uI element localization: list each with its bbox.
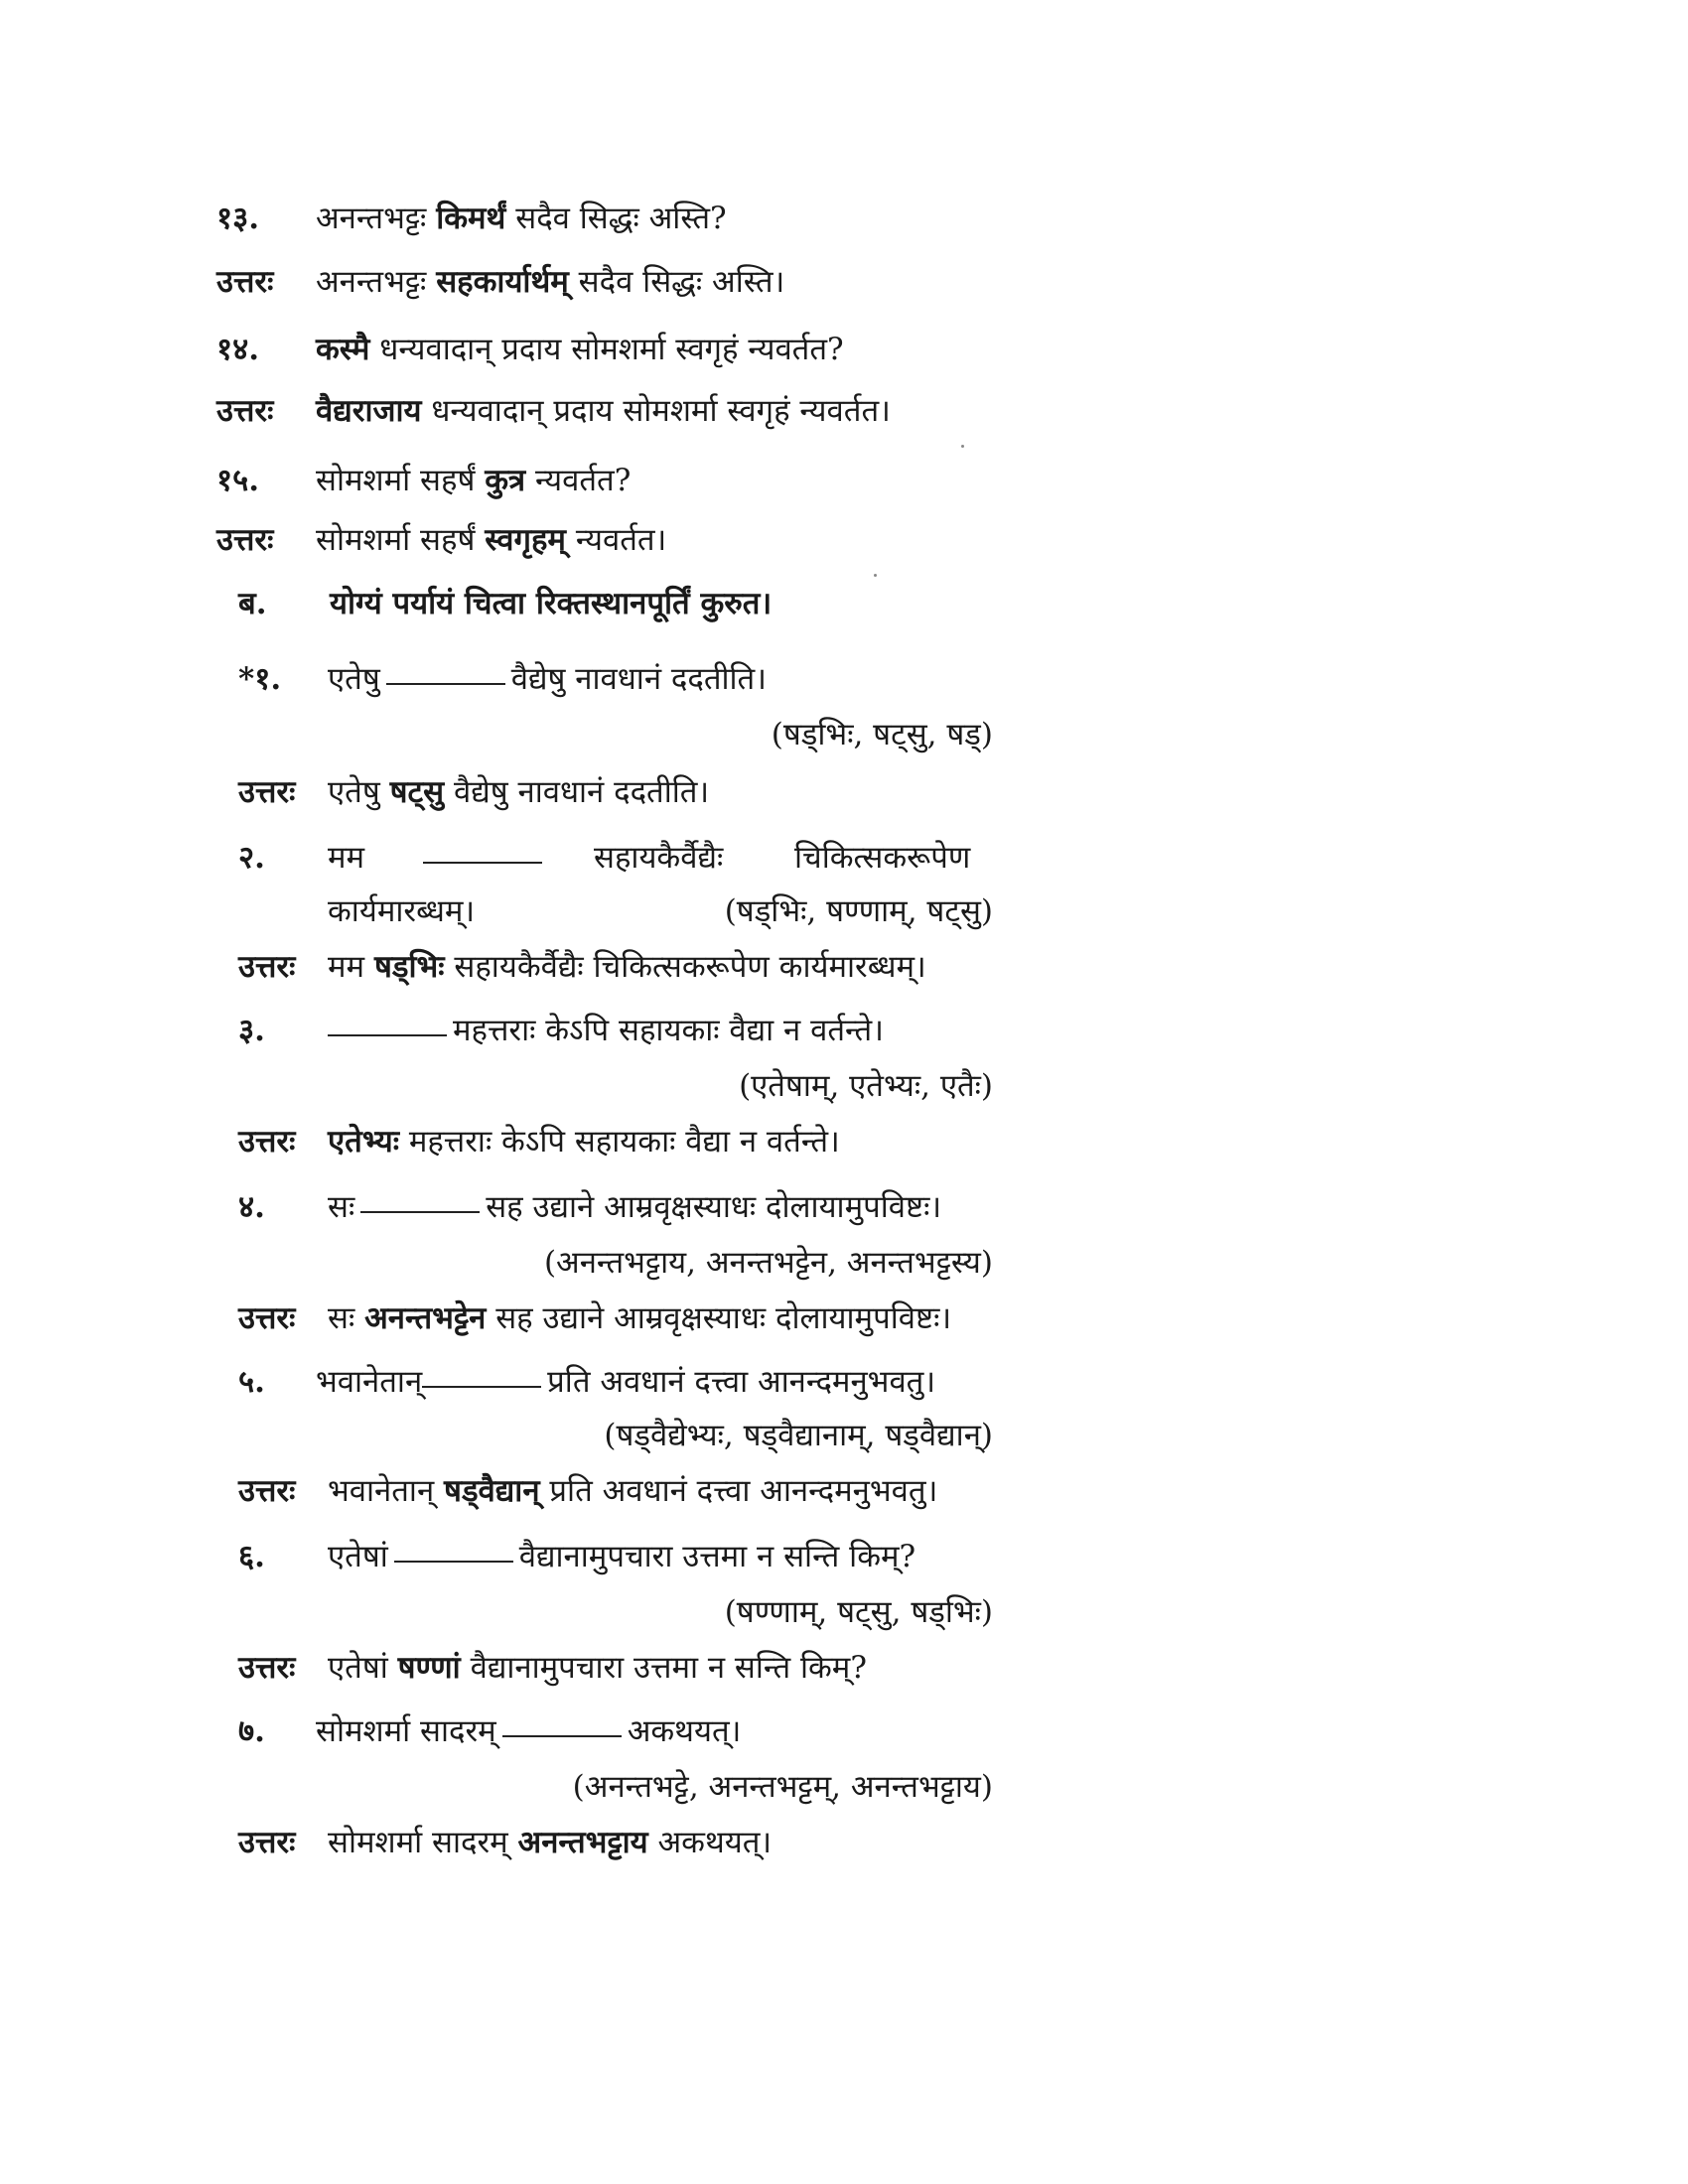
answer-label: उत्तरः (216, 393, 274, 429)
question-number: ४. (238, 1189, 265, 1225)
bold-word: किमर्थं (436, 201, 506, 236)
fill-blank (422, 1385, 541, 1388)
question-number: १३. (216, 201, 260, 236)
question-number: ३. (238, 1013, 265, 1048)
section-title: योग्यं पर्यायं चित्वा रिक्तस्थानपूर्तिं कुरुत। (330, 586, 773, 621)
bold-word: एतेभ्यः (328, 1124, 399, 1160)
bold-word: षण्णां (397, 1650, 461, 1686)
answer-label: उत्तरः (238, 1124, 296, 1160)
bold-word: वैद्यराजाय (316, 393, 422, 429)
bold-word: अनन्तभट्टेन (364, 1300, 487, 1336)
answer-label: उत्तरः (216, 522, 274, 558)
fill-blank (502, 1734, 622, 1737)
bold-word: अनन्तभट्टाय (517, 1825, 648, 1860)
bold-word: षड्वैद्यान् (444, 1473, 540, 1509)
bold-word: कस्मै (316, 332, 370, 367)
question-number: ५. (238, 1364, 265, 1400)
bold-word: कुत्र (485, 463, 526, 498)
fill-blank (360, 1210, 480, 1213)
fill-blank (328, 1033, 447, 1036)
bold-word: षट्सु (389, 774, 445, 810)
document-page: १३. अनन्तभट्टः किमर्थं सदैव सिद्धः अस्ति? उत्तरः अनन्तभट्टः सहकार्यार्थम् सदैव सिद्धः अस्ति। १४. कस्मै धन्यवादान् प्रदाय सोमशर्मा स्वगृहं न्यवर्तत? उत्तरः वैद्यराजाय धन्यवादान् प्रदाय सोमशर्मा स्वगृहं न्यवर्तत। १५. सोमशर्मा सहर्षं कुत्र न्यवर्तत? उत्तरः सोमशर्मा सहर्षं स्वगृहम् न्यवर्तत। ब. योग्यं पर्यायं चित्वा रिक्तस्थानपूर्तिं कुरुत। *१. एतेषु वैद्येषु नावधानं ददतीति। (षड्भिः, षट्सु, षड्) उत्तरः एतेषु षट्सु वैद्येषु नावधानं ददतीति। २. मम सहायकैर्वैद्यैः चिकित्सकरूपेण कार्यमारब्धम्। (षड्भिः, षण्णाम्, षट्सु) उत्तरः मम षड्भिः सहायकैर्वैद्यैः चिकित्सकरूपेण कार्यमारब्धम्। ३. महत्तराः केऽपि सहायकाः वैद्या न वर्तन्ते। (एतेषाम्, एतेभ्यः, एतैः) उत्तरः एतेभ्यः महत्तराः केऽपि सहायकाः वैद्या न वर्तन्ते। ४. सः सह उद्याने आम्रवृक्षस्याधः दोलायामुपविष्टः। (अनन्तभट्टाय, अनन्तभट्टेन, अनन्तभट्टस्य) उत्तरः सः अनन्तभट्टेन सह उद्याने आम्रवृक्षस्याधः दोलायामुपविष्टः। ५. भवानेतान् प्रति अवधानं दत्त्वा आनन्दमनुभवतु। (षड्वैद्येभ्यः, षड्वैद्यानाम्, षड्वैद्यान्) उत्तरः भवानेतान् षड्वैद्यान् प्रति अवधानं दत्त्वा आनन्दमनुभवतु। ६. एतेषां वैद्यानामुपचारा उत्तमा न सन्ति किम्? (षण्णाम्, षट्सु, षड्भिः) उत्तरः एतेषां षण्णां वैद्यानामुपचारा उत्तमा न सन्ति किम्? ७. सोमशर्मा सादरम् अकथयत्। (अनन्तभट्टे, अनन्तभट्टम्, अनन्तभट्टाय) उत्तरः सोमशर्मा सादरम् अनन्तभट्टाय अकथयत्। (216, 201, 993, 1860)
scan-speck (874, 574, 877, 577)
answer-label: उत्तरः (216, 264, 274, 300)
answer-label: उत्तरः (238, 774, 296, 810)
fill-blank (394, 1560, 513, 1563)
bold-word: स्वगृहम् (485, 522, 566, 558)
fill-blank (423, 861, 542, 864)
bold-word: सहकार्यार्थम् (436, 264, 569, 300)
answer-label: उत्तरः (238, 1473, 296, 1509)
fill-blank (386, 682, 505, 685)
answer-label: उत्तरः (238, 949, 296, 985)
answer-label: उत्तरः (238, 1300, 296, 1336)
question-number: ६. (238, 1539, 265, 1574)
question-number: १४. (216, 332, 260, 367)
question-number: ७. (238, 1713, 265, 1749)
answer-label: उत्तरः (238, 1650, 296, 1686)
answer-label: उत्तरः (238, 1825, 296, 1860)
bold-word: षड्भिः (373, 949, 445, 985)
section-letter: ब. (238, 586, 267, 621)
question-number: २. (238, 840, 265, 876)
question-number: *१. (238, 661, 282, 697)
question-number: १५. (216, 463, 260, 498)
scan-speck (961, 445, 964, 448)
